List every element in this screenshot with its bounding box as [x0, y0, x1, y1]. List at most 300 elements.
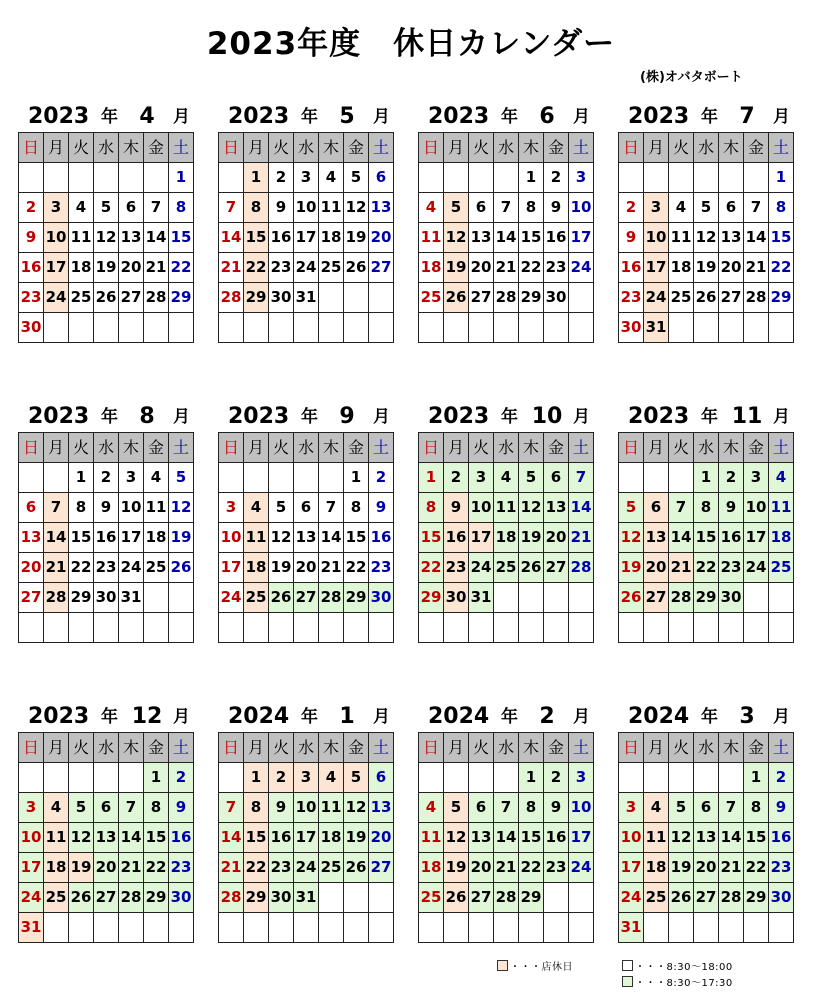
- day-cell: 6: [694, 793, 719, 823]
- day-cell: 3: [219, 493, 244, 523]
- month-suffix: 月: [373, 407, 390, 427]
- week-row: [619, 523, 794, 553]
- day-cell: 6: [94, 793, 119, 823]
- day-cell: 6: [469, 193, 494, 223]
- day-cell: 21: [744, 253, 769, 283]
- empty-cell: [319, 913, 344, 943]
- day-cell: 31: [469, 583, 494, 613]
- weekday-header: 水: [294, 133, 319, 163]
- day-cell: 25: [494, 553, 519, 583]
- day-cell: 27: [19, 583, 44, 613]
- day-cell: 27: [469, 883, 494, 913]
- empty-cell: [669, 613, 694, 643]
- day-cell: 17: [294, 223, 319, 253]
- empty-cell: [619, 613, 644, 643]
- weekday-header: 土: [169, 133, 194, 163]
- year-suffix: 年: [501, 407, 518, 427]
- day-cell: 3: [19, 793, 44, 823]
- day-cell: 25: [144, 553, 169, 583]
- day-cell: 28: [669, 583, 694, 613]
- day-cell: 4: [319, 163, 344, 193]
- empty-cell: [94, 763, 119, 793]
- empty-cell: [244, 313, 269, 343]
- month-table: [18, 732, 194, 943]
- day-cell: 15: [144, 823, 169, 853]
- month-suffix: 月: [573, 107, 590, 127]
- day-cell: 26: [344, 253, 369, 283]
- day-cell: 13: [19, 523, 44, 553]
- day-cell: 22: [69, 553, 94, 583]
- day-cell: 13: [719, 223, 744, 253]
- company-name: (株)オバタボート: [640, 70, 743, 85]
- day-cell: 22: [144, 853, 169, 883]
- weekday-header: 木: [719, 133, 744, 163]
- day-cell: 10: [219, 523, 244, 553]
- day-cell: 9: [719, 493, 744, 523]
- year-suffix: 年: [301, 407, 318, 427]
- empty-cell: [19, 163, 44, 193]
- weekday-header: 月: [44, 133, 69, 163]
- day-cell: 1: [744, 763, 769, 793]
- day-cell: 2: [544, 163, 569, 193]
- day-cell: 28: [219, 283, 244, 313]
- week-row: [19, 853, 194, 883]
- empty-cell: [519, 613, 544, 643]
- day-cell: 24: [219, 583, 244, 613]
- day-cell: 10: [294, 793, 319, 823]
- day-cell: 23: [719, 553, 744, 583]
- empty-cell: [669, 913, 694, 943]
- empty-cell: [244, 913, 269, 943]
- week-row: [219, 223, 394, 253]
- day-cell: 27: [644, 583, 669, 613]
- month-calendar: [418, 700, 594, 943]
- day-cell: 17: [469, 523, 494, 553]
- month-calendar: [618, 400, 794, 643]
- day-cell: 23: [19, 283, 44, 313]
- day-cell: 15: [344, 523, 369, 553]
- weekday-header: 金: [744, 133, 769, 163]
- day-cell: 6: [294, 493, 319, 523]
- day-cell: 14: [119, 823, 144, 853]
- day-cell: 29: [244, 283, 269, 313]
- day-cell: 14: [494, 823, 519, 853]
- day-cell: 18: [419, 253, 444, 283]
- legend-normal-hours-label: ・・・8:30～18:00: [635, 962, 733, 973]
- year-label: 2023: [28, 404, 90, 429]
- day-cell: 9: [269, 793, 294, 823]
- weekday-header: 月: [44, 733, 69, 763]
- month-header: [218, 100, 394, 132]
- month-label: 7: [739, 104, 755, 129]
- day-cell: 4: [69, 193, 94, 223]
- day-cell: 4: [419, 193, 444, 223]
- day-cell: 18: [69, 253, 94, 283]
- week-row: [619, 883, 794, 913]
- week-row: [19, 253, 194, 283]
- day-cell: 2: [19, 193, 44, 223]
- day-cell: 24: [119, 553, 144, 583]
- empty-cell: [644, 913, 669, 943]
- empty-cell: [19, 763, 44, 793]
- day-cell: 28: [144, 283, 169, 313]
- empty-cell: [544, 583, 569, 613]
- month-header: [418, 700, 594, 732]
- day-cell: 15: [169, 223, 194, 253]
- month-table: [418, 732, 594, 943]
- year-label: 2024: [228, 704, 290, 729]
- day-cell: 26: [269, 583, 294, 613]
- day-cell: 10: [644, 223, 669, 253]
- day-cell: 28: [319, 583, 344, 613]
- day-cell: 29: [144, 883, 169, 913]
- day-cell: 4: [44, 793, 69, 823]
- day-cell: 8: [144, 793, 169, 823]
- weekday-header: 土: [369, 733, 394, 763]
- month-calendar: [18, 400, 194, 643]
- day-cell: 27: [294, 583, 319, 613]
- day-cell: 4: [769, 463, 794, 493]
- day-cell: 22: [769, 253, 794, 283]
- day-cell: 30: [19, 313, 44, 343]
- day-cell: 15: [519, 823, 544, 853]
- day-cell: 2: [619, 193, 644, 223]
- day-cell: 29: [694, 583, 719, 613]
- day-cell: 5: [169, 463, 194, 493]
- empty-cell: [144, 163, 169, 193]
- empty-cell: [669, 313, 694, 343]
- empty-cell: [569, 583, 594, 613]
- weekday-header: 日: [619, 733, 644, 763]
- day-cell: 11: [494, 493, 519, 523]
- empty-cell: [694, 763, 719, 793]
- day-cell: 20: [19, 553, 44, 583]
- day-cell: 2: [544, 763, 569, 793]
- empty-cell: [144, 913, 169, 943]
- day-cell: 14: [494, 223, 519, 253]
- weekday-header: 火: [269, 133, 294, 163]
- empty-cell: [644, 613, 669, 643]
- week-row: [19, 793, 194, 823]
- day-cell: 1: [344, 463, 369, 493]
- legend-normal-hours: [622, 958, 733, 973]
- week-row: [419, 853, 594, 883]
- empty-cell: [44, 613, 69, 643]
- weekday-header: 金: [344, 433, 369, 463]
- year-suffix: 年: [701, 707, 718, 727]
- day-cell: 31: [644, 313, 669, 343]
- day-cell: 7: [494, 193, 519, 223]
- empty-cell: [369, 913, 394, 943]
- month-table: [18, 132, 194, 343]
- week-row: [419, 883, 594, 913]
- year-suffix: 年: [101, 107, 118, 127]
- day-cell: 23: [369, 553, 394, 583]
- empty-cell: [444, 763, 469, 793]
- empty-cell: [719, 313, 744, 343]
- day-cell: 13: [469, 223, 494, 253]
- day-cell: 23: [444, 553, 469, 583]
- weekday-header: 日: [19, 133, 44, 163]
- day-cell: 26: [519, 553, 544, 583]
- week-row: [419, 313, 594, 343]
- day-cell: 22: [694, 553, 719, 583]
- empty-cell: [444, 313, 469, 343]
- page-title: 2023年度 休日カレンダー: [206, 26, 616, 62]
- day-cell: 25: [244, 583, 269, 613]
- empty-cell: [569, 613, 594, 643]
- weekday-header: 土: [169, 433, 194, 463]
- week-row: [219, 853, 394, 883]
- day-cell: 11: [69, 223, 94, 253]
- day-cell: 19: [344, 223, 369, 253]
- day-cell: 13: [294, 523, 319, 553]
- week-row: [619, 463, 794, 493]
- empty-cell: [94, 163, 119, 193]
- month-label: 12: [131, 704, 163, 729]
- week-row: [619, 493, 794, 523]
- empty-cell: [219, 313, 244, 343]
- empty-cell: [69, 613, 94, 643]
- day-cell: 23: [269, 253, 294, 283]
- day-cell: 18: [44, 853, 69, 883]
- week-row: [19, 583, 194, 613]
- empty-cell: [719, 763, 744, 793]
- month-label: 6: [539, 104, 555, 129]
- empty-cell: [644, 763, 669, 793]
- day-cell: 3: [294, 763, 319, 793]
- day-cell: 16: [19, 253, 44, 283]
- empty-cell: [119, 613, 144, 643]
- year-suffix: 年: [701, 407, 718, 427]
- day-cell: 16: [169, 823, 194, 853]
- day-cell: 1: [769, 163, 794, 193]
- day-cell: 23: [619, 283, 644, 313]
- day-cell: 24: [644, 283, 669, 313]
- weekday-header: 月: [244, 433, 269, 463]
- empty-cell: [319, 883, 344, 913]
- month-table: [618, 732, 794, 943]
- day-cell: 6: [469, 793, 494, 823]
- week-row: [219, 163, 394, 193]
- empty-cell: [119, 163, 144, 193]
- day-cell: 18: [144, 523, 169, 553]
- week-row: [19, 523, 194, 553]
- day-cell: 17: [619, 853, 644, 883]
- month-header: [418, 100, 594, 132]
- day-cell: 30: [94, 583, 119, 613]
- empty-cell: [369, 283, 394, 313]
- day-cell: 11: [769, 493, 794, 523]
- week-row: [219, 763, 394, 793]
- weekday-header: 火: [469, 433, 494, 463]
- day-cell: 17: [44, 253, 69, 283]
- empty-cell: [469, 763, 494, 793]
- week-row: [419, 613, 594, 643]
- short-hours-swatch: [622, 976, 633, 987]
- day-cell: 24: [569, 853, 594, 883]
- day-cell: 30: [444, 583, 469, 613]
- empty-cell: [169, 913, 194, 943]
- day-cell: 17: [19, 853, 44, 883]
- day-cell: 27: [469, 283, 494, 313]
- empty-cell: [44, 313, 69, 343]
- weekday-header: 火: [69, 133, 94, 163]
- weekday-header: 土: [369, 433, 394, 463]
- week-row: [419, 793, 594, 823]
- day-cell: 30: [769, 883, 794, 913]
- weekday-header: 土: [769, 433, 794, 463]
- day-cell: 15: [744, 823, 769, 853]
- day-cell: 4: [644, 793, 669, 823]
- normal-hours-swatch: [622, 960, 633, 971]
- empty-cell: [369, 883, 394, 913]
- day-cell: 13: [119, 223, 144, 253]
- weekday-header: 火: [669, 733, 694, 763]
- empty-cell: [169, 583, 194, 613]
- empty-cell: [719, 163, 744, 193]
- month-label: 11: [731, 404, 763, 429]
- week-row: [619, 913, 794, 943]
- day-cell: 29: [69, 583, 94, 613]
- day-cell: 8: [244, 793, 269, 823]
- day-cell: 23: [169, 853, 194, 883]
- day-cell: 12: [344, 193, 369, 223]
- week-row: [219, 253, 394, 283]
- weekday-header: 火: [469, 733, 494, 763]
- empty-cell: [44, 163, 69, 193]
- month-calendar: [18, 100, 194, 343]
- month-label: 4: [139, 104, 155, 129]
- day-cell: 12: [444, 223, 469, 253]
- day-cell: 25: [419, 883, 444, 913]
- month-suffix: 月: [573, 707, 590, 727]
- week-row: [419, 223, 594, 253]
- weekday-header: 木: [119, 433, 144, 463]
- day-cell: 8: [519, 193, 544, 223]
- weekday-header: 水: [694, 433, 719, 463]
- day-cell: 6: [119, 193, 144, 223]
- empty-cell: [694, 913, 719, 943]
- year-label: 2023: [28, 704, 90, 729]
- day-cell: 1: [419, 463, 444, 493]
- day-cell: 31: [294, 283, 319, 313]
- weekday-header: 木: [119, 133, 144, 163]
- empty-cell: [419, 313, 444, 343]
- day-cell: 18: [319, 223, 344, 253]
- day-cell: 19: [344, 823, 369, 853]
- day-cell: 4: [319, 763, 344, 793]
- week-row: [19, 613, 194, 643]
- day-cell: 29: [419, 583, 444, 613]
- month-table: [18, 432, 194, 643]
- day-cell: 12: [94, 223, 119, 253]
- day-cell: 19: [694, 253, 719, 283]
- day-cell: 17: [744, 523, 769, 553]
- day-cell: 12: [694, 223, 719, 253]
- day-cell: 20: [544, 523, 569, 553]
- day-cell: 14: [319, 523, 344, 553]
- week-row: [619, 313, 794, 343]
- week-row: [19, 553, 194, 583]
- weekday-header: 日: [619, 133, 644, 163]
- day-cell: 8: [69, 493, 94, 523]
- day-cell: 24: [294, 253, 319, 283]
- day-cell: 7: [44, 493, 69, 523]
- day-cell: 26: [169, 553, 194, 583]
- month-suffix: 月: [373, 707, 390, 727]
- day-cell: 10: [294, 193, 319, 223]
- week-row: [419, 523, 594, 553]
- day-cell: 8: [344, 493, 369, 523]
- day-cell: 6: [719, 193, 744, 223]
- weekday-header: 土: [769, 133, 794, 163]
- weekday-header: 金: [744, 733, 769, 763]
- empty-cell: [344, 283, 369, 313]
- empty-cell: [469, 163, 494, 193]
- day-cell: 1: [519, 163, 544, 193]
- day-cell: 2: [444, 463, 469, 493]
- empty-cell: [444, 613, 469, 643]
- day-cell: 31: [619, 913, 644, 943]
- day-cell: 1: [144, 763, 169, 793]
- day-cell: 23: [544, 253, 569, 283]
- day-cell: 30: [269, 883, 294, 913]
- week-row: [19, 493, 194, 523]
- day-cell: 15: [244, 223, 269, 253]
- week-row: [219, 913, 394, 943]
- weekday-header: 土: [169, 733, 194, 763]
- empty-cell: [769, 613, 794, 643]
- day-cell: 5: [269, 493, 294, 523]
- day-cell: 22: [169, 253, 194, 283]
- weekday-header: 水: [94, 733, 119, 763]
- day-cell: 6: [19, 493, 44, 523]
- day-cell: 20: [644, 553, 669, 583]
- day-cell: 8: [244, 193, 269, 223]
- day-cell: 15: [694, 523, 719, 553]
- week-row: [19, 763, 194, 793]
- empty-cell: [94, 913, 119, 943]
- month-header: [618, 700, 794, 732]
- empty-cell: [144, 613, 169, 643]
- day-cell: 28: [219, 883, 244, 913]
- day-cell: 13: [544, 493, 569, 523]
- day-cell: 26: [444, 883, 469, 913]
- empty-cell: [744, 613, 769, 643]
- month-label: 8: [139, 404, 155, 429]
- weekday-header: 水: [494, 133, 519, 163]
- week-row: [619, 613, 794, 643]
- day-cell: 11: [419, 823, 444, 853]
- legend-short-hours-label: ・・・8:30～17:30: [635, 978, 733, 989]
- weekday-header: 木: [519, 433, 544, 463]
- empty-cell: [669, 163, 694, 193]
- weekday-header: 土: [769, 733, 794, 763]
- day-cell: 10: [469, 493, 494, 523]
- day-cell: 29: [344, 583, 369, 613]
- weekday-header: 日: [419, 433, 444, 463]
- empty-cell: [494, 913, 519, 943]
- weekday-header: 金: [344, 733, 369, 763]
- legend-short-hours: [622, 974, 733, 989]
- empty-cell: [494, 583, 519, 613]
- empty-cell: [569, 913, 594, 943]
- day-cell: 7: [669, 493, 694, 523]
- empty-cell: [369, 613, 394, 643]
- day-cell: 10: [569, 193, 594, 223]
- day-cell: 19: [269, 553, 294, 583]
